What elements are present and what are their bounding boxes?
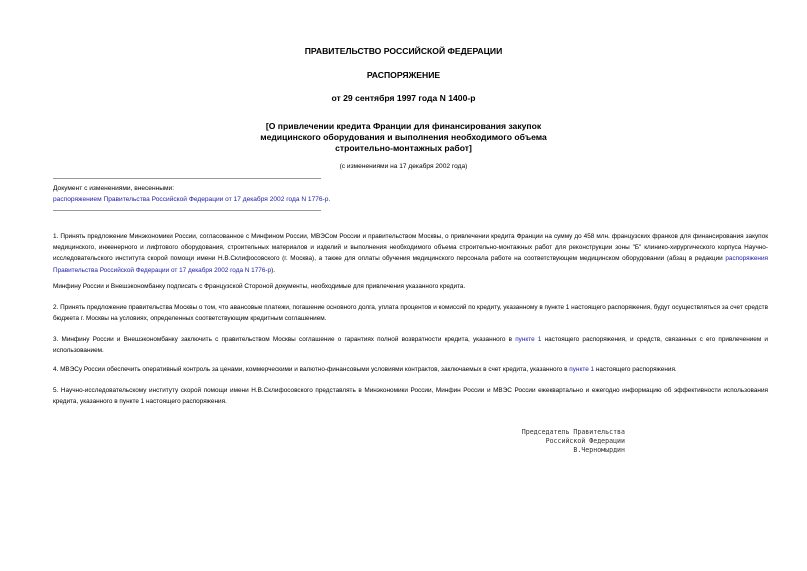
- changes-note: (с изменениями на 17 декабря 2002 года): [339, 163, 468, 170]
- paragraph-1-text: 1. Принять предложение Минэкономики России, согласованное с Минфином России, МВЭСом России и правительством Москвы, о привлечении кредита Франции на сумму до 458 млн. французских франков для финансирования закупок медицинского, инженерного и лифтового оборудования, строительных материалов и изделий и выполнения необходимого объема строительно-монтажных работ для реконструкции зоны "Б" клинико-хирургического корпуса Научно-исследовательского института скорой помощи имени Н.В.Склифосовского (г. Москва), а также для оплаты обучения медицинского персонала работе на соответствующем медицинском оборудовании (абзац в редакции: [53, 233, 768, 263]
- paragraph-3-end: настоящего распоряжения, и средств, связанных с его привлечением и использованием.: [53, 336, 768, 355]
- divider-bottom: [53, 210, 321, 211]
- document-date-number: от 29 сентября 1997 года N 1400-р: [331, 93, 476, 103]
- document-title: [О привлечении кредита Франции для финансирования закупок медицинского оборудования и выполнения необходимого объема строительно-монтажных работ]: [260, 121, 547, 153]
- paragraph-4-end: настоящего распоряжения.: [594, 366, 677, 373]
- paragraph-3: [53, 334, 768, 356]
- divider-top: [53, 178, 321, 179]
- point-1-link-2[interactable]: пункте 1: [569, 366, 595, 373]
- paragraph-4: [53, 364, 768, 375]
- government-header: ПРАВИТЕЛЬСТВО РОССИЙСКОЙ ФЕДЕРАЦИИ: [304, 46, 503, 56]
- doc-note-link[interactable]: распоряжением Правительства Российской Федерации от 17 декабря 2002 года N 1776-р.: [53, 196, 331, 203]
- signature-position: Председатель Правительства: [521, 428, 625, 436]
- paragraph-4-text: 4. МВЭСу России обеспечить оперативный контроль за ценами, коммерческими и валютно-финансовыми условиями контрактов, заключаемых в счет кредита, указанного в: [53, 366, 570, 373]
- signature-organization: Российской Федерации: [545, 437, 625, 445]
- paragraph-1-end: ).: [271, 266, 275, 274]
- paragraph-2: 2. Принять предложение правительства Москвы о том, что авансовые платежи, погашение основного долга, уплата процентов и комиссий по кредиту, указанному в пункте 1 настоящего распоряжения, будут осуществляться за счет средств бюджета г. Москвы на условиях, определенных соответствующим кредитным соглашением.: [53, 304, 768, 323]
- paragraph-3-text: 3. Минфину России и Внешэкономбанку заключить с правительством Москвы соглашение о гарантиях полной возвратности кредита, указанного в: [53, 336, 516, 343]
- document-type: РАСПОРЯЖЕНИЕ: [366, 70, 441, 80]
- doc-note-label: Документ с изменениями, внесенными:: [53, 185, 175, 192]
- amendment-link[interactable]: распоряжения Правительства Российской Федерации от 17 декабря 2002 года N 1776-р: [53, 255, 768, 274]
- signature-name: В.Черномырдин: [573, 446, 625, 454]
- paragraph-5: 5. Научно-исследовательскому институту скорой помощи имени Н.В.Склифосовского представлять в Минэкономики России, Минфин России и МВЭС России ежеквартально и ежегодно информацию об эффективности использования кредита, указанного в пункте 1 настоящего распоряжения.: [53, 387, 768, 406]
- point-1-link[interactable]: пункте 1: [515, 336, 542, 343]
- paragraph-minfin: Минфину России и Внешэкономбанку подписать с Французской Стороной документы, необходимые для привлечения указанного кредита.: [53, 283, 466, 290]
- paragraph-1: [53, 231, 768, 276]
